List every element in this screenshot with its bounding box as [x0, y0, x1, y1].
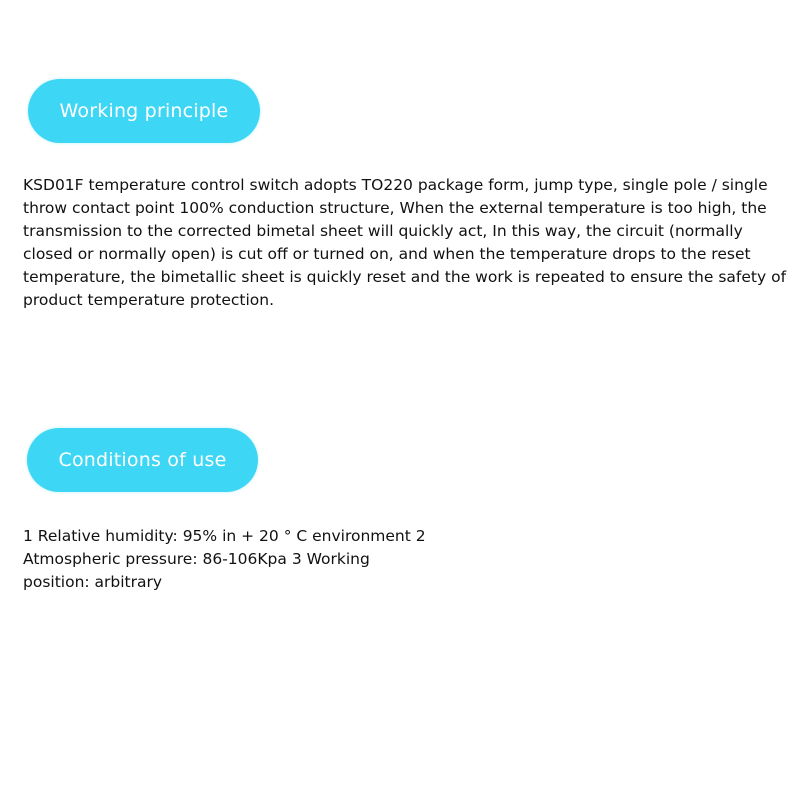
paragraph-line: throw contact point 100% conduction structure, When the external temperature is too high, the — [23, 199, 767, 217]
working-principle-heading-label: Working principle — [59, 100, 229, 122]
conditions-of-use-paragraph — [23, 525, 443, 594]
paragraph-line: Atmospheric pressure: 86-106Kpa 3 Working — [23, 550, 370, 568]
paragraph-line: product temperature protection. — [23, 291, 275, 309]
paragraph-line: 1 Relative humidity: 95% in + 20 ° C environment 2 — [23, 527, 426, 545]
paragraph-line: position: arbitrary — [23, 573, 163, 591]
conditions-of-use-heading-label: Conditions of use — [58, 449, 227, 471]
paragraph-line: transmission to the corrected bimetal sheet will quickly act, In this way, the circuit (normally — [23, 222, 743, 240]
conditions-of-use-heading — [27, 428, 258, 492]
paragraph-line: temperature, the bimetallic sheet is quickly reset and the work is repeated to ensure the safety of — [23, 268, 787, 286]
paragraph-line: closed or normally open) is cut off or turned on, and when the temperature drops to the reset — [23, 245, 751, 263]
working-principle-paragraph — [23, 174, 787, 312]
working-principle-heading — [28, 79, 260, 143]
paragraph-line: KSD01F temperature control switch adopts TO220 package form, jump type, single pole / single — [23, 176, 768, 194]
